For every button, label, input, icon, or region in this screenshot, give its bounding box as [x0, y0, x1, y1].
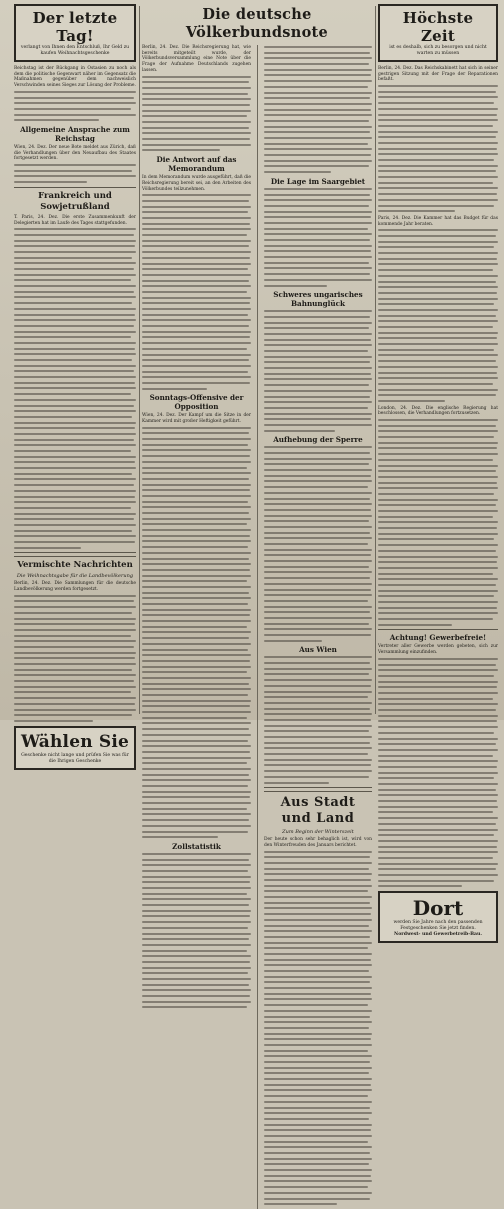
middle-column	[142, 4, 372, 851]
text-lines	[264, 188, 372, 287]
left-column	[14, 4, 136, 764]
subheading: Allgemeine Ansprache zum Reichstag	[20, 124, 130, 143]
section-heading: Frankreich und Sowjetrußland	[38, 190, 112, 212]
subheading: Zum Beginn der Winterszeit	[282, 829, 354, 836]
advert-title: Wählen Sie	[20, 731, 130, 752]
article-intro: Reichstag ist der Rückgang in Ostasien zu noch als dem die politische Gegenwart näher im Gegensatz die Maßnahmen gegenüber dem nachweislich Verschwinden seines Sieges zur Lösung der Probleme.	[14, 66, 136, 89]
advert-subtitle: verlangt von Ihnen den Entschluß, Ihr Geld zu kaufen Weihnachtsgeschenke	[20, 45, 130, 56]
advert-subtitle: werden Sie Jahre nach den passenden Festgeschenken Sie jetzt finden.	[393, 920, 483, 932]
text-lines	[14, 595, 136, 722]
advert-last-day	[14, 4, 136, 62]
main-headline: Die deutsche Völkerbundsnote	[185, 6, 329, 41]
advert-title: Höchste Zeit	[402, 9, 474, 45]
divider	[14, 187, 136, 188]
advert-choose	[14, 726, 136, 770]
text-lines	[264, 656, 372, 783]
article-text: Berlin, 24. Dez. Die Sammlungen für die deutsche Landbevölkerung werden fortgesetzt.	[14, 581, 136, 593]
divider	[264, 787, 372, 792]
text-lines	[378, 658, 498, 888]
text-lines	[264, 310, 372, 431]
article-text: London, 24. Dez. Die englische Regierung hat beschlossen, die Verhandlungen fortzusetzen.	[378, 405, 498, 417]
advert-high-time	[378, 4, 498, 62]
article-text: Wien, 24. Dez. Der neue Bote meldet aus Zürich, daß die Verhandlungen über den Neuaufbau des Staates fortgesetzt werden.	[14, 144, 136, 162]
advert-title: Dort	[412, 896, 464, 921]
text-lines	[142, 76, 251, 152]
column-rule	[139, 6, 140, 714]
subheading: Die Weihnachtsgabe für die Landbevölkerung	[16, 573, 134, 580]
subheading: Achtung! Gewerbefreie!	[389, 633, 487, 643]
text-lines	[378, 419, 498, 626]
text-lines	[264, 46, 372, 173]
article-text: Berlin, 24. Dez. Die Reichsregierung hat, wie bereits mitgeteilt wurde, der Völkerbundsversammlung eine Note über die Frage der Aufnahme Deutschlands zugehen lassen.	[142, 45, 251, 73]
text-lines	[142, 194, 251, 389]
subheading: Zollstatistik	[172, 841, 221, 851]
middle-subcolumn-left	[142, 45, 251, 1209]
article-text: Der heute schon sehr behaglich ist, wird von den Winterfreuden des Januars berichtet.	[263, 837, 372, 848]
article-text: Wien, 24. Dez. Der Kampf um die Sitze in der Kammer wird mit großer Heftigkeit geführt.	[142, 413, 251, 425]
text-lines	[264, 851, 372, 1206]
subheading: Die Antwort auf das Memorandum	[156, 155, 237, 174]
advert-subtitle: Geschenke nicht lange und prüfen Sie was für die Ihrigen Geschenke	[21, 752, 129, 764]
divider	[378, 629, 498, 630]
middle-subcolumn-right	[264, 45, 372, 1209]
text-lines	[378, 229, 498, 402]
middle-subcolumns	[142, 45, 372, 1209]
subheading: Aufhebung der Sperre	[273, 435, 363, 445]
article-text: T. Paris, 24. Dez. Die erste Zusammenkunft der Delegierten hat im Laufe des Tages stattgefunden.	[14, 214, 136, 226]
divider	[14, 552, 136, 557]
text-lines	[142, 427, 251, 839]
text-lines	[14, 164, 136, 183]
advert-subtitle: ist es deshalb, sich zu besorgen und nicht warten zu müssen	[389, 45, 487, 56]
text-lines	[14, 228, 136, 549]
advert-footer: Nordwest- und Gewerbetreib-Bau.	[394, 932, 482, 938]
right-column	[378, 4, 498, 938]
article-text: Berlin, 24. Dez. Das Reichskabinett hat sich in seiner gestrigen Sitzung mit der Frage der Reparationen befaßt.	[378, 66, 498, 83]
text-lines	[142, 853, 251, 1009]
column-rule	[375, 6, 376, 714]
subheading: Aus Wien	[299, 645, 337, 655]
text-lines	[378, 85, 498, 212]
text-lines	[14, 91, 136, 121]
article-text: Vertreter aller Gewerbe werden gebeten, sich zur Versammlung einzufinden.	[378, 644, 498, 656]
advert-there	[378, 891, 498, 943]
text-lines	[264, 446, 372, 641]
subheading: Die Lage im Saargebiet	[270, 176, 366, 186]
subheading: Sonntags-Offensive der Opposition	[149, 393, 244, 412]
subheading: Schweres ungarisches Bahnunglück	[273, 290, 363, 309]
column-rule	[257, 45, 258, 1209]
section-heading: Vermischte Nachrichten	[17, 560, 133, 571]
article-text: In dem Memorandum wurde ausgeführt, daß die Reichsregierung bereit sei, an den Arbeiten des Völkerbundes teilzunehmen.	[142, 175, 251, 192]
advert-title: Der letzte Tag!	[32, 9, 118, 45]
section-heading-local: Aus Stadt und Land	[280, 795, 356, 827]
article-text: Paris, 24. Dez. Die Kammer hat das Budget für das kommende Jahr beraten.	[378, 215, 498, 227]
